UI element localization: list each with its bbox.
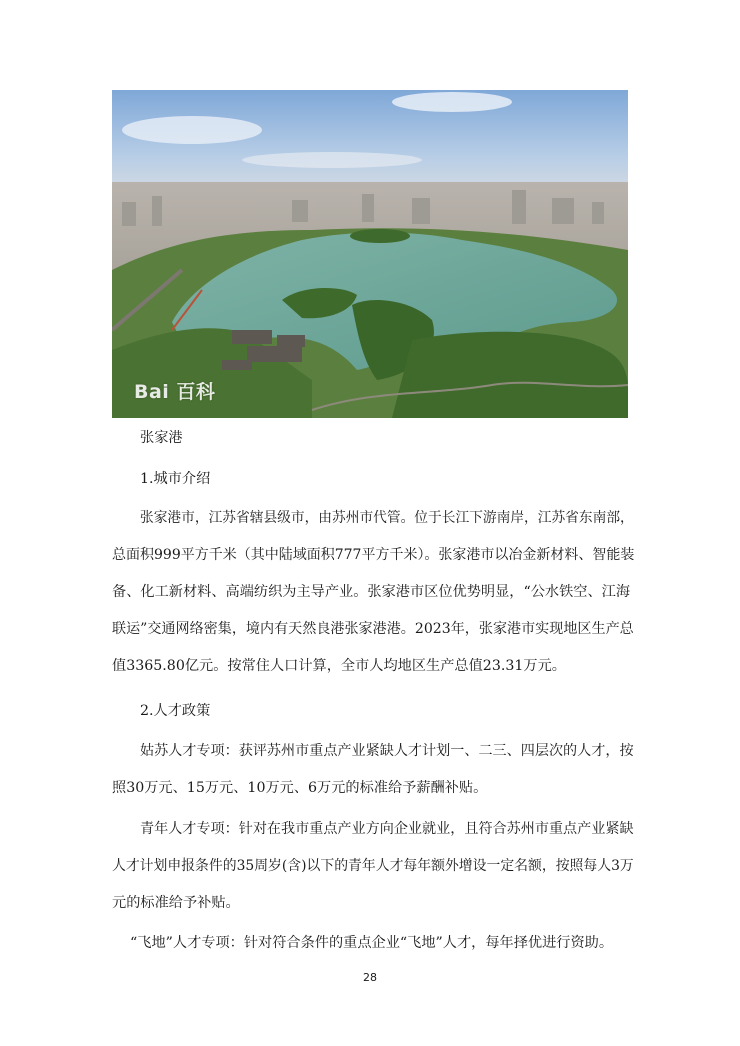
section-1-line-5: 值3365.80亿元。按常住人口计算，全市人均地区生产总值23.31万元。 <box>112 658 566 674</box>
section-2-heading: 2.人才政策 <box>140 703 211 719</box>
section-1-line-1: 张家港市，江苏省辖县级市，由苏州市代管。位于长江下游南岸，江苏省东南部， <box>140 510 634 526</box>
photo-caption: 张家港 <box>140 430 183 446</box>
aerial-lake-photo <box>112 90 628 418</box>
policy-2-line-2: 人才计划申报条件的35周岁(含)以下的青年人才每年额外增设一定名额，按照每人3万 <box>112 858 634 874</box>
baidu-baike-watermark: Bai 百科 <box>134 381 216 403</box>
section-1-line-3: 备、化工新材料、高端纺织为主导产业。张家港市区位优势明显，“公水铁空、江海 <box>112 584 631 600</box>
policy-1-line-1: 姑苏人才专项：获评苏州市重点产业紧缺人才计划一、二三、四层次的人才，按 <box>140 743 634 759</box>
section-1-line-4: 联运”交通网络密集，境内有天然良港张家港港。2023年，张家港市实现地区生产总 <box>112 621 634 637</box>
policy-2-line-1: 青年人才专项：针对在我市重点产业方向企业就业，且符合苏州市重点产业紧缺 <box>140 821 634 837</box>
page-number: 28 <box>363 971 377 984</box>
policy-1-line-2: 照30万元、15万元、10万元、6万元的标准给予薪酬补贴。 <box>112 780 488 796</box>
policy-2-line-3: 元的标准给予补贴。 <box>112 895 240 911</box>
policy-3-line-1: “飞地”人才专项：针对符合条件的重点企业“飞地”人才，每年择优进行资助。 <box>130 935 614 951</box>
aerial-photo-illustration <box>112 90 628 418</box>
section-1-heading: 1.城市介绍 <box>140 471 211 487</box>
section-1-line-2: 总面积999平方千米（其中陆域面积777平方千米）。张家港市以冶金新材料、智能装 <box>112 547 635 563</box>
